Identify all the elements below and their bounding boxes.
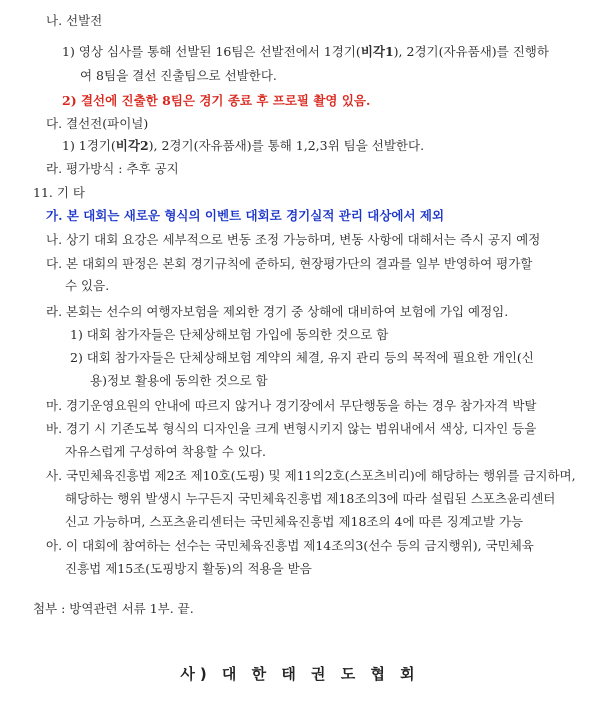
item-ma: 마. 경기운영요원의 안내에 따르지 않거나 경기장에서 무단행동을 하는 경우 참가자격 박탈 <box>46 398 537 413</box>
text-run: ), 2경기(자유품새)를 진행하 <box>393 44 549 59</box>
item-da-line1: 다. 본 대회의 판정은 본회 경기규칙에 준하되, 현장평가단의 결과를 일부 반영하여 평가할 <box>46 256 533 271</box>
item-sa-line3: 신고 가능하며, 스포츠윤리센터는 국민체육진흥법 제18조의 4에 따른 징계고발 가능 <box>65 514 524 529</box>
text-run: 1) 영상 심사를 통해 선발된 16팀은 선발전에서 1경기( <box>62 44 361 59</box>
attachment-note: 첨부 : 방역관련 서류 1부. 끝. <box>33 601 194 616</box>
section-ra-evaluation: 라. 평가방식 : 추후 공지 <box>46 161 179 176</box>
section-da-title: 다. 결선전(파이널) <box>46 116 149 131</box>
item-na: 나. 상기 대회 요강은 세부적으로 변동 조정 가능하며, 변동 사항에 대해서는 즉시 공지 예정 <box>46 232 541 247</box>
item-ra: 라. 본회는 선수의 여행자보험을 제외한 경기 중 상해에 대비하여 보험에 가입 예정임. <box>46 304 509 319</box>
section-da-item-1 <box>62 138 424 154</box>
section-na-title: 나. 선발전 <box>46 13 103 28</box>
section-na-item-1-line1 <box>62 44 549 60</box>
item-ra-sub-1: 1) 대회 참가자들은 단체상해보험 가입에 동의한 것으로 함 <box>70 327 389 342</box>
footer-organization: 사) 대 한 태 권 도 협 회 <box>180 665 420 683</box>
text-run: ), 2경기(자유품새)를 통해 1,2,3위 팀을 선발한다. <box>148 138 425 153</box>
item-ra-sub-2-line2: 용)정보 활용에 동의한 것으로 함 <box>90 373 268 388</box>
item-sa-line1: 사. 국민체육진흥법 제2조 제10호(도핑) 및 제11의2호(스포츠비리)에 해당하는 행위를 금지하며, <box>46 468 576 483</box>
text-run-bold: 비각1 <box>360 44 394 59</box>
item-ra-sub-2-line1: 2) 대회 참가자들은 단체상해보험 계약의 체결, 유지 관리 등의 목적에 필요한 개인(신 <box>70 350 534 365</box>
item-sa-line2: 해당하는 행위 발생시 누구든지 국민체육진흥법 제18조의3에 따라 설립된 스포츠윤리센터 <box>65 491 556 506</box>
section-na-item-1-line2: 여 8팀을 결선 진출팀으로 선발한다. <box>80 68 277 83</box>
item-ba-line1: 바. 경기 시 기존도복 형식의 디자인을 크게 변형시키지 않는 범위내에서 색상, 디자인 등을 <box>46 421 537 436</box>
item-a-line2: 진흥법 제15조(도핑방지 활동)의 적용을 받음 <box>65 561 312 576</box>
text-run: 1) 1경기( <box>62 138 116 153</box>
item-a-line1: 아. 이 대회에 참여하는 선수는 국민체육진흥법 제14조의3(선수 등의 금지행위), 국민체육 <box>46 538 534 553</box>
item-ba-line2: 자유스럽게 구성하여 착용할 수 있다. <box>65 444 266 459</box>
section-na-item-2: 2) 결선에 진출한 8팀은 경기 종료 후 프로필 촬영 있음. <box>62 93 371 108</box>
item-ga: 가. 본 대회는 새로운 형식의 이벤트 대회로 경기실적 관리 대상에서 제외 <box>46 208 445 223</box>
section-11-title: 11. 기 타 <box>33 185 85 200</box>
text-run-bold: 비각2 <box>115 138 149 153</box>
item-da-line2: 수 있음. <box>65 278 110 293</box>
